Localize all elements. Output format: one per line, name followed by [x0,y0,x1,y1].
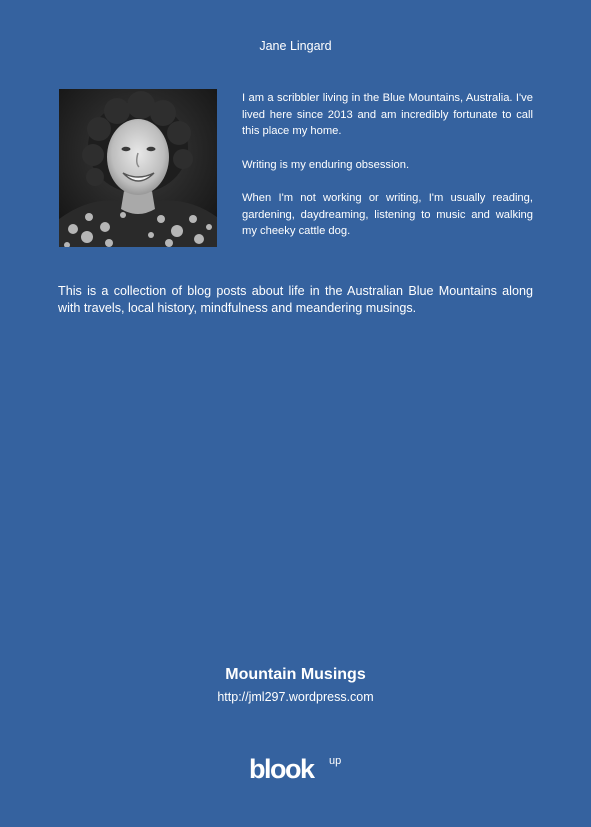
author-bio [242,90,533,257]
author-portrait-image [59,89,217,247]
author-photo [59,89,217,247]
blog-url[interactable]: http://jml297.wordpress.com [217,690,374,704]
bio-paragraph: When I'm not working or writing, I'm usually reading, gardening, daydreaming, listening to music and walking my cheeky cattle dog. [242,192,533,237]
author-name: Jane Lingard [259,39,332,53]
logo-superscript: up [329,755,342,767]
collection-description: This is a collection of blog posts about life in the Australian Blue Mountains along with travels, local history, mindfulness and meandering musings. [58,284,533,315]
bio-paragraph: Writing is my enduring obsession. [242,158,410,171]
bio-paragraph: I am a scribbler living in the Blue Mountains, Australia. I've lived here since 2013 and am incredibly fortunate to call this place my home. [242,92,533,137]
blookup-logo [249,752,349,784]
logo-text: blook [249,754,314,784]
blog-title: Mountain Musings [225,666,366,683]
